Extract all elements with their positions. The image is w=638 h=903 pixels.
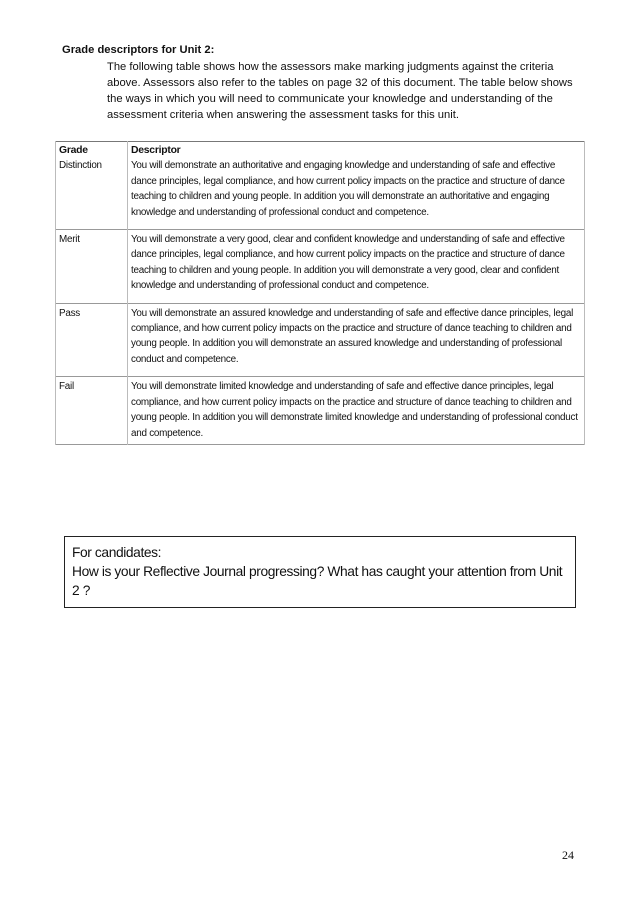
table-row-distinction [56, 158, 585, 229]
descriptor-column-header: Descriptor [128, 142, 585, 159]
grade-descriptor-table [55, 141, 585, 445]
table-header-row [56, 142, 585, 159]
grade-cell: Fail [56, 377, 128, 445]
grade-cell: Pass [56, 303, 128, 377]
grade-cell: Distinction [56, 158, 128, 229]
candidates-callout-box [64, 536, 576, 608]
callout-question: How is your Reflective Journal progressing? What has caught your attention from Unit 2 ? [72, 564, 563, 598]
callout-title: For candidates: [72, 545, 162, 560]
descriptor-cell: You will demonstrate a very good, clear and confident knowledge and understanding of safe and effective dance principles, legal compliance, and how current policy impacts on the practice and structure of dance teaching to children and young people. In addition you will demonstrate a very good, clear and confident knowledge and understanding of professional conduct and competence. [128, 230, 585, 304]
descriptor-cell: You will demonstrate limited knowledge and understanding of safe and effective dance principles, legal compliance, and how current policy impacts on the practice and structure of dance teaching to children and young people. In addition you will demonstrate limited knowledge and understanding of professional conduct and competence. [128, 377, 585, 445]
section-heading: Grade descriptors for Unit 2: [62, 44, 215, 56]
descriptor-cell: You will demonstrate an authoritative and engaging knowledge and understanding of safe and effective dance principles, legal compliance, and how current policy impacts on the practice and structure of dance teaching to children and young people. In addition you will demonstrate an authoritative and engaging knowledge and understanding of professional conduct and competence. [128, 158, 585, 229]
table-row-fail [56, 377, 585, 445]
grade-column-header: Grade [56, 142, 128, 159]
table-row-pass [56, 303, 585, 377]
intro-paragraph: The following table shows how the assessors make marking judgments against the criteria above. Assessors also refer to the tables on page 32 of this document. The table below shows the ways in which you will need to communicate your knowledge and understanding of the assessment criteria when answering the assessment tasks for this unit. [107, 61, 573, 121]
page-number: 24 [562, 848, 574, 862]
grade-cell: Merit [56, 230, 128, 304]
table-row-merit [56, 230, 585, 304]
descriptor-cell: You will demonstrate an assured knowledge and understanding of safe and effective dance principles, legal compliance, and how current policy impacts on the practice and structure of dance teaching to children and young people. In addition you will demonstrate an assured knowledge and understanding of professional conduct and competence. [128, 303, 585, 377]
